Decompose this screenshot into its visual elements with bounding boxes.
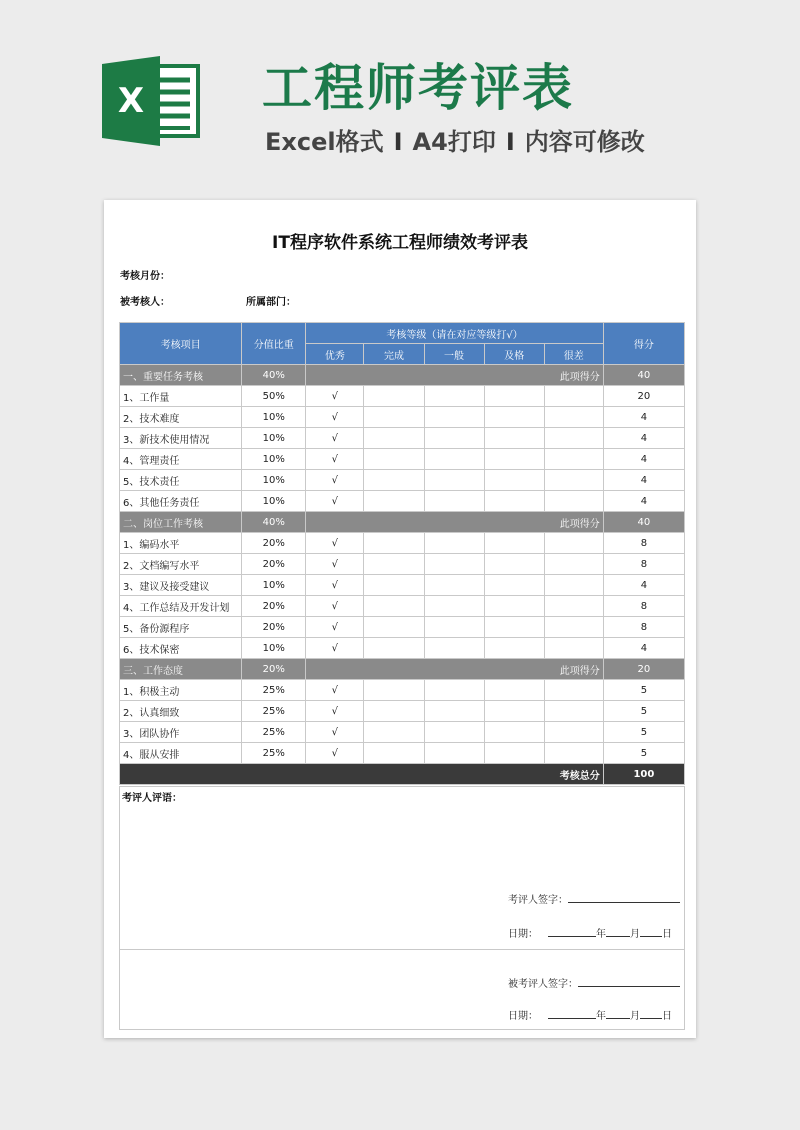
item-ratio: 25% xyxy=(242,680,306,701)
grade-poor-cell[interactable] xyxy=(544,638,603,659)
subtitle-print: A4打印 xyxy=(412,128,496,156)
grade-poor-cell[interactable] xyxy=(544,386,603,407)
grade-average-cell[interactable] xyxy=(424,680,484,701)
document-title: IT程序软件系统工程师绩效考评表 xyxy=(272,233,528,253)
grade-excellent-cell[interactable]: √ xyxy=(306,470,364,491)
item-ratio: 10% xyxy=(242,575,306,596)
reviewee-signature xyxy=(508,975,680,990)
item-score: 8 xyxy=(603,617,684,638)
grade-poor-cell[interactable] xyxy=(544,491,603,512)
grade-excellent-cell[interactable]: √ xyxy=(306,533,364,554)
grade-average-cell[interactable] xyxy=(424,575,484,596)
subtitle xyxy=(265,127,645,157)
grade-poor-cell[interactable] xyxy=(544,449,603,470)
item-ratio: 10% xyxy=(242,428,306,449)
grade-pass-cell[interactable] xyxy=(484,554,544,575)
grade-complete-cell[interactable] xyxy=(364,449,424,470)
reviewer-date xyxy=(508,925,672,940)
table-row xyxy=(120,638,685,659)
grade-pass-cell[interactable] xyxy=(484,743,544,764)
grade-pass-cell[interactable] xyxy=(484,386,544,407)
header-grade: 很差 xyxy=(544,344,603,365)
grade-pass-cell[interactable] xyxy=(484,575,544,596)
section-score: 40 xyxy=(603,512,684,533)
item-score: 4 xyxy=(603,407,684,428)
section-title: 二、岗位工作考核 xyxy=(120,512,242,533)
grade-pass-cell[interactable] xyxy=(484,407,544,428)
grade-poor-cell[interactable] xyxy=(544,722,603,743)
section-title: 一、重要任务考核 xyxy=(120,365,242,386)
grade-average-cell[interactable] xyxy=(424,638,484,659)
item-score: 8 xyxy=(603,596,684,617)
grade-complete-cell[interactable] xyxy=(364,554,424,575)
grade-average-cell[interactable] xyxy=(424,428,484,449)
comment-label: 考评人评语： xyxy=(122,793,182,804)
item-name: 1、工作量 xyxy=(120,386,242,407)
grade-excellent-cell[interactable]: √ xyxy=(306,407,364,428)
item-score: 4 xyxy=(603,575,684,596)
date-label: 日期： xyxy=(508,929,538,940)
table-row xyxy=(120,575,685,596)
item-ratio: 20% xyxy=(242,554,306,575)
item-ratio: 10% xyxy=(242,470,306,491)
grade-excellent-cell[interactable]: √ xyxy=(306,386,364,407)
reviewer-signature xyxy=(508,891,680,906)
month-line[interactable] xyxy=(606,926,630,937)
header-score: 得分 xyxy=(603,323,684,365)
grade-average-cell[interactable] xyxy=(424,407,484,428)
grade-pass-cell[interactable] xyxy=(484,491,544,512)
section-score: 20 xyxy=(603,659,684,680)
grade-average-cell[interactable] xyxy=(424,491,484,512)
svg-text:X: X xyxy=(117,81,145,121)
grade-complete-cell[interactable] xyxy=(364,491,424,512)
year-line[interactable] xyxy=(548,926,596,937)
grade-average-cell[interactable] xyxy=(424,554,484,575)
item-score: 5 xyxy=(603,722,684,743)
document-page xyxy=(104,200,696,1038)
grade-complete-cell[interactable] xyxy=(364,722,424,743)
grade-poor-cell[interactable] xyxy=(544,407,603,428)
item-ratio: 10% xyxy=(242,407,306,428)
header-grade: 一般 xyxy=(424,344,484,365)
item-score: 4 xyxy=(603,638,684,659)
item-ratio: 25% xyxy=(242,743,306,764)
table-row xyxy=(120,428,685,449)
header-grade: 及格 xyxy=(484,344,544,365)
table-row xyxy=(120,491,685,512)
grade-excellent-cell[interactable]: √ xyxy=(306,638,364,659)
month-label: 考核月份： xyxy=(120,271,170,282)
grade-average-cell[interactable] xyxy=(424,701,484,722)
grade-pass-cell[interactable] xyxy=(484,638,544,659)
subtitle-separator: I xyxy=(505,128,515,156)
grade-poor-cell[interactable] xyxy=(544,533,603,554)
table-row xyxy=(120,407,685,428)
item-score: 8 xyxy=(603,554,684,575)
item-name: 1、编码水平 xyxy=(120,533,242,554)
grade-pass-cell[interactable] xyxy=(484,701,544,722)
item-name: 4、工作总结及开发计划 xyxy=(120,596,242,617)
table-row xyxy=(120,533,685,554)
item-score: 4 xyxy=(603,428,684,449)
divider xyxy=(120,949,684,950)
table-row xyxy=(120,596,685,617)
grade-excellent-cell[interactable]: √ xyxy=(306,617,364,638)
section-score-label: 此项得分 xyxy=(306,512,603,533)
section-score-label: 此项得分 xyxy=(306,659,603,680)
excel-logo-icon xyxy=(102,56,202,146)
person-label: 被考核人： xyxy=(120,297,170,308)
grade-complete-cell[interactable] xyxy=(364,743,424,764)
item-score: 5 xyxy=(603,743,684,764)
grade-pass-cell[interactable] xyxy=(484,722,544,743)
header-row xyxy=(120,323,685,344)
table-row xyxy=(120,722,685,743)
grade-pass-cell[interactable] xyxy=(484,428,544,449)
item-score: 20 xyxy=(603,386,684,407)
grade-complete-cell[interactable] xyxy=(364,680,424,701)
item-score: 5 xyxy=(603,701,684,722)
year-label: 年 xyxy=(596,929,606,940)
item-score: 4 xyxy=(603,449,684,470)
month-label-unit: 月 xyxy=(630,1011,640,1022)
grade-pass-cell[interactable] xyxy=(484,449,544,470)
item-score: 8 xyxy=(603,533,684,554)
header-grade: 完成 xyxy=(364,344,424,365)
item-name: 4、管理责任 xyxy=(120,449,242,470)
evaluation-table xyxy=(119,322,685,785)
table-row xyxy=(120,701,685,722)
section-title: 三、工作态度 xyxy=(120,659,242,680)
grade-average-cell[interactable] xyxy=(424,722,484,743)
grade-excellent-cell[interactable]: √ xyxy=(306,491,364,512)
item-score: 4 xyxy=(603,470,684,491)
item-name: 5、备份源程序 xyxy=(120,617,242,638)
item-name: 1、积极主动 xyxy=(120,680,242,701)
grade-pass-cell[interactable] xyxy=(484,533,544,554)
comment-area xyxy=(119,786,685,1030)
grade-poor-cell[interactable] xyxy=(544,554,603,575)
reviewee-date xyxy=(508,1007,672,1022)
grade-pass-cell[interactable] xyxy=(484,470,544,491)
grade-excellent-cell[interactable]: √ xyxy=(306,743,364,764)
table-row xyxy=(120,617,685,638)
grade-excellent-cell[interactable]: √ xyxy=(306,680,364,701)
item-ratio: 25% xyxy=(242,722,306,743)
grade-complete-cell[interactable] xyxy=(364,701,424,722)
item-ratio: 10% xyxy=(242,449,306,470)
month-label-unit: 月 xyxy=(630,929,640,940)
department-label: 所属部门： xyxy=(246,297,296,308)
grade-poor-cell[interactable] xyxy=(544,701,603,722)
grade-excellent-cell[interactable]: √ xyxy=(306,449,364,470)
item-name: 2、文档编写水平 xyxy=(120,554,242,575)
section-row xyxy=(120,512,685,533)
item-ratio: 20% xyxy=(242,617,306,638)
grade-average-cell[interactable] xyxy=(424,743,484,764)
section-ratio: 40% xyxy=(242,512,306,533)
grade-average-cell[interactable] xyxy=(424,386,484,407)
day-line[interactable] xyxy=(640,926,662,937)
item-score: 4 xyxy=(603,491,684,512)
item-ratio: 20% xyxy=(242,596,306,617)
grade-excellent-cell[interactable]: √ xyxy=(306,701,364,722)
signature-line[interactable] xyxy=(578,976,680,987)
grade-complete-cell[interactable] xyxy=(364,428,424,449)
grade-average-cell[interactable] xyxy=(424,533,484,554)
grade-excellent-cell[interactable]: √ xyxy=(306,596,364,617)
grade-average-cell[interactable] xyxy=(424,617,484,638)
grade-poor-cell[interactable] xyxy=(544,680,603,701)
grade-complete-cell[interactable] xyxy=(364,533,424,554)
table-row xyxy=(120,470,685,491)
table-row xyxy=(120,386,685,407)
grade-complete-cell[interactable] xyxy=(364,470,424,491)
section-ratio: 40% xyxy=(242,365,306,386)
subtitle-separator: I xyxy=(393,128,403,156)
total-label: 考核总分 xyxy=(120,764,604,785)
grade-complete-cell[interactable] xyxy=(364,407,424,428)
grade-complete-cell[interactable] xyxy=(364,575,424,596)
grade-excellent-cell[interactable]: √ xyxy=(306,575,364,596)
grade-poor-cell[interactable] xyxy=(544,470,603,491)
table-row xyxy=(120,680,685,701)
header-grade: 优秀 xyxy=(306,344,364,365)
section-score: 40 xyxy=(603,365,684,386)
item-score: 5 xyxy=(603,680,684,701)
item-ratio: 10% xyxy=(242,638,306,659)
grade-average-cell[interactable] xyxy=(424,470,484,491)
reviewee-sign-label: 被考评人签字： xyxy=(508,979,578,990)
banner xyxy=(0,0,800,200)
grade-excellent-cell[interactable]: √ xyxy=(306,554,364,575)
grade-complete-cell[interactable] xyxy=(364,638,424,659)
item-ratio: 25% xyxy=(242,701,306,722)
year-label: 年 xyxy=(596,1011,606,1022)
grade-average-cell[interactable] xyxy=(424,449,484,470)
day-label: 日 xyxy=(662,929,672,940)
total-row xyxy=(120,764,685,785)
day-label: 日 xyxy=(662,1011,672,1022)
grade-complete-cell[interactable] xyxy=(364,596,424,617)
item-name: 4、服从安排 xyxy=(120,743,242,764)
item-name: 6、技术保密 xyxy=(120,638,242,659)
grade-poor-cell[interactable] xyxy=(544,596,603,617)
grade-poor-cell[interactable] xyxy=(544,575,603,596)
main-title: 工程师考评表 xyxy=(262,59,574,117)
year-line[interactable] xyxy=(548,1008,596,1019)
grade-pass-cell[interactable] xyxy=(484,617,544,638)
grade-poor-cell[interactable] xyxy=(544,743,603,764)
subtitle-format: Excel格式 xyxy=(265,128,384,156)
item-name: 2、技术难度 xyxy=(120,407,242,428)
day-line[interactable] xyxy=(640,1008,662,1019)
month-line[interactable] xyxy=(606,1008,630,1019)
grade-complete-cell[interactable] xyxy=(364,386,424,407)
section-ratio: 20% xyxy=(242,659,306,680)
item-ratio: 10% xyxy=(242,491,306,512)
subtitle-editable: 内容可修改 xyxy=(524,128,645,156)
grade-pass-cell[interactable] xyxy=(484,596,544,617)
grade-excellent-cell[interactable]: √ xyxy=(306,722,364,743)
header-grade-group: 考核等级（请在对应等级打√） xyxy=(306,323,603,344)
grade-pass-cell[interactable] xyxy=(484,680,544,701)
table-row xyxy=(120,554,685,575)
item-name: 3、建议及接受建议 xyxy=(120,575,242,596)
grade-average-cell[interactable] xyxy=(424,596,484,617)
item-name: 5、技术责任 xyxy=(120,470,242,491)
section-score-label: 此项得分 xyxy=(306,365,603,386)
signature-line[interactable] xyxy=(568,892,680,903)
table-row xyxy=(120,743,685,764)
header-ratio: 分值比重 xyxy=(242,323,306,365)
section-row xyxy=(120,365,685,386)
total-score: 100 xyxy=(603,764,684,785)
grade-complete-cell[interactable] xyxy=(364,617,424,638)
date-label: 日期： xyxy=(508,1011,538,1022)
item-name: 2、认真细致 xyxy=(120,701,242,722)
item-name: 3、团队协作 xyxy=(120,722,242,743)
item-name: 3、新技术使用情况 xyxy=(120,428,242,449)
item-name: 6、其他任务责任 xyxy=(120,491,242,512)
reviewer-sign-label: 考评人签字： xyxy=(508,895,568,906)
grade-poor-cell[interactable] xyxy=(544,428,603,449)
grade-poor-cell[interactable] xyxy=(544,617,603,638)
item-ratio: 50% xyxy=(242,386,306,407)
item-ratio: 20% xyxy=(242,533,306,554)
grade-excellent-cell[interactable]: √ xyxy=(306,428,364,449)
header-item: 考核项目 xyxy=(120,323,242,365)
section-row xyxy=(120,659,685,680)
table-row xyxy=(120,449,685,470)
